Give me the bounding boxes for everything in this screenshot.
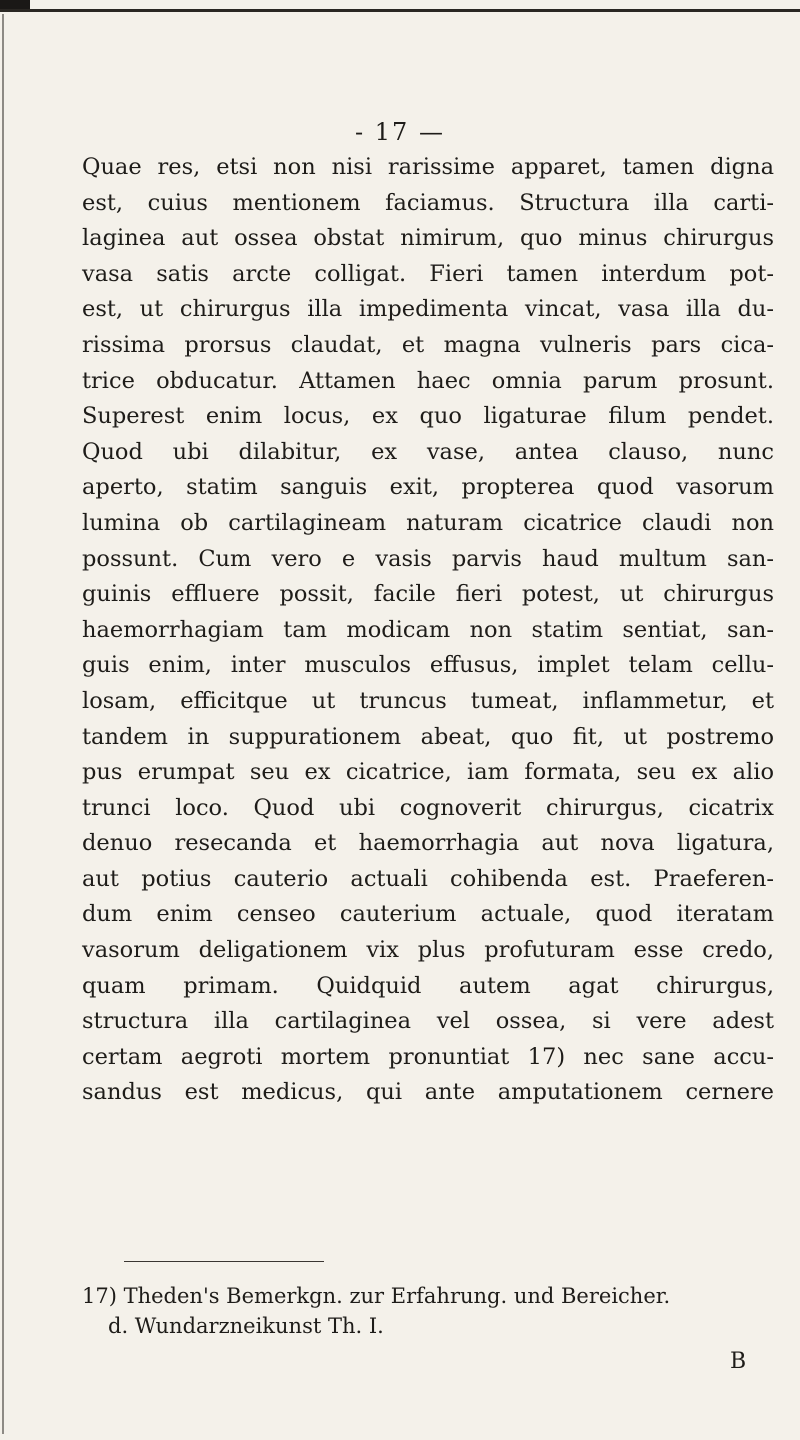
text-line: guis enim, inter musculos effusus, implet telam cellu-	[82, 652, 774, 679]
text-line: laginea aut ossea obstat nimirum, quo minus chirurgus	[82, 225, 774, 252]
text-line: structura illa cartilaginea vel ossea, si vere adest	[82, 1008, 774, 1035]
text-line: aperto, statim sanguis exit, propterea quod vasorum	[82, 474, 774, 501]
footnote-divider	[124, 1261, 324, 1262]
text-line: dum enim censeo cauterium actuale, quod iteratam	[82, 901, 774, 928]
text-line: sandus est medicus, qui ante amputationem cernere	[82, 1079, 774, 1106]
text-line: certam aegroti mortem pronuntiat 17) nec sane accu-	[82, 1043, 774, 1070]
text-line: quam primam. Quidquid autem agat chirurgus,	[82, 972, 774, 999]
footnote-line: d. Wundarzneikunst Th. I.	[108, 1314, 384, 1338]
text-line: trice obducatur. Attamen haec omnia parum prosunt.	[82, 367, 774, 394]
text-line: tandem in suppurationem abeat, quo fit, ut postremo	[82, 723, 774, 750]
text-line: pus erumpat seu ex cicatrice, iam formata, seu ex alio	[82, 759, 774, 786]
text-line: Quae res, etsi non nisi rarissime apparet, tamen digna	[82, 154, 774, 180]
text-line: vasorum deligationem vix plus profuturam esse credo,	[82, 937, 774, 964]
text-line: guinis effluere possit, facile fieri potest, ut chirurgus	[82, 581, 774, 608]
body-text	[82, 150, 774, 1111]
text-line: denuo resecanda et haemorrhagia aut nova ligatura,	[82, 830, 774, 857]
text-line: rissima prorsus claudat, et magna vulneris pars cica-	[82, 331, 774, 358]
text-line: losam, efficitque ut truncus tumeat, inflammetur, et	[82, 687, 774, 714]
top-edge-rule	[0, 9, 800, 12]
text-line: est, cuius mentionem faciamus. Structura illa carti-	[82, 189, 774, 216]
footnote	[82, 1281, 762, 1341]
text-line: Superest enim locus, ex quo ligaturae filum pendet.	[82, 403, 774, 430]
signature-mark: B	[730, 1349, 747, 1374]
text-line: est, ut chirurgus illa impedimenta vincat, vasa illa du-	[82, 296, 774, 323]
text-line: vasa satis arcte colligat. Fieri tamen interdum pot-	[82, 260, 774, 287]
footnote-line: 17) Theden's Bemerkgn. zur Erfahrung. und Bereicher.	[82, 1284, 671, 1308]
text-line: trunci loco. Quod ubi cognoverit chirurgus, cicatrix	[82, 794, 774, 821]
text-line: aut potius cauterio actuali cohibenda est. Praeferen-	[82, 865, 774, 892]
text-line: Quod ubi dilabitur, ex vase, antea clauso, nunc	[82, 438, 774, 465]
text-line: haemorrhagiam tam modicam non statim sentiat, san-	[82, 616, 774, 643]
text-line: lumina ob cartilagineam naturam cicatrice claudi non	[82, 509, 774, 536]
page-number: - 17 —	[355, 118, 445, 146]
left-binding-edge	[2, 14, 4, 1434]
text-line: possunt. Cum vero e vasis parvis haud multum san-	[82, 545, 774, 572]
